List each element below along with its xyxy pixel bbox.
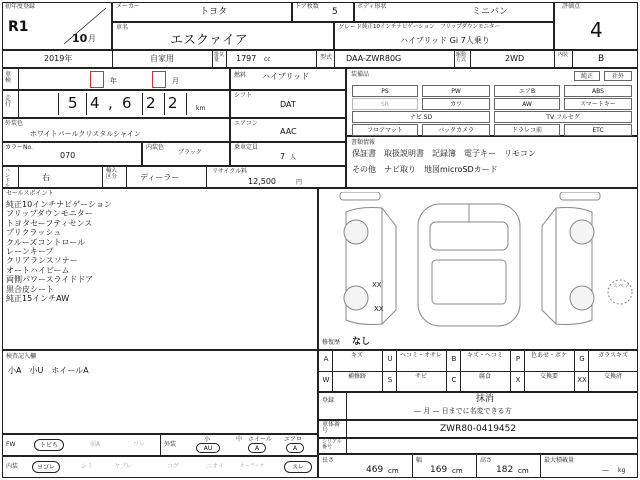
equip-pw[interactable]: PW bbox=[422, 85, 490, 97]
ac-label: エアコン bbox=[234, 120, 258, 127]
documents-line1: 保証書 取扱説明書 記録簿 電子キー リモコン bbox=[352, 149, 536, 158]
maker-value: トヨタ bbox=[200, 7, 228, 17]
first-reg-label: 初年度登録 bbox=[5, 3, 36, 10]
legend-code: P bbox=[515, 355, 521, 363]
first-reg-era: R1 bbox=[8, 19, 29, 35]
max-load-unit: kg bbox=[618, 467, 626, 474]
fw-wheel-a[interactable]: A bbox=[248, 443, 266, 453]
first-reg-month: 10 bbox=[72, 32, 88, 45]
interior-audio[interactable]: オーディオ bbox=[239, 463, 265, 469]
fw-wheel-label: ホイール bbox=[248, 436, 272, 443]
height-unit: cm bbox=[518, 467, 529, 475]
registration-status: 抹消 bbox=[476, 394, 495, 404]
equipment-label: 装備品 bbox=[351, 71, 370, 78]
diagram-mark: XX bbox=[374, 305, 384, 313]
legend-label: 交換要 bbox=[539, 373, 558, 380]
documents-label: 書類情報 bbox=[351, 139, 376, 146]
grade-value: ハイブリッド Gi 7人乗り bbox=[400, 36, 490, 45]
legend-code: B bbox=[451, 355, 457, 363]
usage-value: 自家用 bbox=[150, 54, 174, 63]
fw-exterior-label: 外装 bbox=[164, 441, 177, 448]
color-no-label: カラーNo. bbox=[5, 144, 33, 151]
equip-sr[interactable]: SR bbox=[352, 98, 418, 110]
inspector-notes-text: 小A 小U ホイールA bbox=[8, 366, 89, 375]
capacity-value: 7 bbox=[280, 152, 286, 161]
legend-code: X bbox=[515, 376, 521, 384]
registration-note: — 月 — 日までに名変できる方 bbox=[414, 407, 512, 415]
recycle-label: リサイクル料 bbox=[212, 168, 248, 175]
inspection-month-box[interactable] bbox=[152, 71, 166, 88]
inner-color-label: 内装色 bbox=[146, 144, 165, 151]
interior-row-label: 内装 bbox=[6, 463, 19, 470]
sales-point-item: レーンキープ bbox=[6, 247, 54, 256]
legend-label: 腐食 bbox=[478, 373, 491, 380]
legend-label: 色あせ・ボケ bbox=[530, 352, 567, 359]
inspection-year-unit: 年 bbox=[110, 77, 117, 85]
vin-label: 車体番号 bbox=[322, 421, 341, 434]
serial-box bbox=[318, 438, 638, 454]
sales-point-label: セールスポイント bbox=[6, 190, 54, 197]
width-label: 幅 bbox=[416, 457, 423, 464]
car-diagram-icon bbox=[320, 192, 636, 338]
max-load-value: — bbox=[602, 466, 609, 474]
handle-value: 右 bbox=[42, 173, 50, 182]
registration-label: 登録 bbox=[322, 397, 335, 404]
interior-burn[interactable]: コゲ bbox=[166, 463, 179, 470]
equip-dashcam[interactable]: ドラレコ前 bbox=[494, 124, 560, 136]
legend-label: ガラスキズ bbox=[598, 352, 628, 359]
mileage-digit: 5 bbox=[68, 94, 78, 112]
equip-floormat[interactable]: フロアマット bbox=[352, 124, 418, 136]
inspection-month-unit: 月 bbox=[172, 77, 179, 85]
equip-aw[interactable]: AW bbox=[494, 98, 560, 110]
outer-color-label: 外装色 bbox=[5, 120, 24, 127]
fw-crack[interactable]: ワレ bbox=[132, 441, 145, 448]
length-unit: cm bbox=[388, 467, 399, 475]
equip-navi[interactable]: ナビ SD bbox=[352, 111, 490, 123]
inner-color-value: ブラック bbox=[178, 149, 202, 156]
model-value: DAA-ZWR80G bbox=[346, 54, 402, 63]
inspection-label: 車検 bbox=[5, 71, 12, 84]
interior-label: 内装 bbox=[558, 52, 569, 58]
mileage-digits bbox=[58, 93, 192, 115]
legend-label: キズ bbox=[351, 352, 363, 359]
mileage-label: 走行 bbox=[5, 95, 12, 108]
inspector-notes-label: 検査記入欄 bbox=[6, 353, 37, 360]
doors-value: 5 bbox=[332, 7, 338, 17]
legend-label: 交換済 bbox=[603, 373, 622, 380]
fw-exterior-au[interactable]: AU bbox=[196, 443, 220, 453]
equip-tv[interactable]: TV フルセグ bbox=[494, 111, 632, 123]
body-type-label: ボディ形状 bbox=[357, 3, 387, 10]
inner-color-row bbox=[142, 142, 230, 166]
sales-point-item: クルーズコントロール bbox=[6, 237, 86, 247]
sales-point-item: クリアランスソナー bbox=[6, 256, 78, 266]
documents-line2: その他 ナビ取り 地図microSDカード bbox=[352, 165, 498, 174]
recycle-unit: 円 bbox=[296, 179, 303, 186]
doors-label: ドア枚数 bbox=[295, 3, 319, 10]
fw-label: FW bbox=[6, 441, 16, 448]
legend-label: キズ・ヘコミ bbox=[467, 352, 503, 359]
capacity-label: 乗車定員 bbox=[234, 144, 259, 151]
legend-code: U bbox=[387, 355, 393, 363]
height-label: 高さ bbox=[480, 457, 493, 464]
import-value: ディーラー bbox=[140, 173, 180, 182]
handle-label: ハンドル bbox=[5, 168, 11, 189]
max-load-label: 最大積載量 bbox=[544, 457, 575, 464]
displacement-label: 排気量 bbox=[214, 52, 225, 63]
equip-airbag[interactable]: エアB bbox=[494, 85, 560, 97]
drive-label: 駆動方式 bbox=[456, 52, 467, 63]
fw-aero-label: エアロ bbox=[284, 436, 303, 443]
mileage-digit: 2 bbox=[168, 94, 178, 112]
mileage-digit: 6 bbox=[122, 94, 132, 112]
import-label: 輸入区分 bbox=[106, 168, 118, 180]
length-value: 469 bbox=[366, 465, 384, 475]
inspector-notes-box bbox=[2, 350, 318, 434]
interior-stain[interactable]: シミ bbox=[80, 463, 93, 470]
car-name-value: エスクァイア bbox=[170, 33, 248, 48]
width-value: 169 bbox=[430, 465, 448, 475]
sales-point-item: 黒合皮シート bbox=[6, 284, 54, 294]
fw-exterior-small: 小 bbox=[204, 436, 211, 443]
interior-value: B bbox=[598, 54, 605, 64]
first-reg-slash bbox=[60, 6, 108, 46]
legend-code: C bbox=[451, 376, 457, 384]
sales-point-item: トヨタセーフティセンス bbox=[6, 218, 93, 228]
vin-value: ZWR80-0419452 bbox=[440, 424, 517, 434]
maker-label: メーカー bbox=[116, 3, 140, 10]
repair-label: 修復歴 bbox=[322, 339, 341, 346]
equip-smart-key[interactable]: スマートキー bbox=[564, 98, 632, 110]
height-value: 182 bbox=[496, 465, 514, 475]
color-no-value: 070 bbox=[60, 151, 76, 160]
sales-point-item: 純正10インチナビゲーション bbox=[6, 200, 112, 209]
interior-scuff[interactable]: スレ bbox=[284, 461, 312, 473]
spare-label: スペア bbox=[612, 283, 631, 290]
documents-box bbox=[346, 136, 638, 188]
year-value: 2019年 bbox=[44, 54, 73, 63]
inspection-year-box[interactable] bbox=[90, 71, 104, 88]
sales-point-item: 純正15インチAW bbox=[6, 294, 70, 303]
displacement-value: 1797 bbox=[236, 54, 257, 63]
equip-backcamera[interactable]: バックカメラ bbox=[422, 124, 490, 136]
sales-point-item: オートハイビーム bbox=[6, 265, 70, 275]
fuel-label: 燃料 bbox=[234, 72, 247, 79]
first-reg-month-unit: 月 bbox=[88, 34, 96, 43]
fw-weak-a[interactable]: 弱A bbox=[89, 441, 101, 448]
shift-value: DAT bbox=[280, 100, 296, 109]
equipment-aftermarket[interactable]: 社外 bbox=[604, 71, 632, 81]
mileage-digit: , bbox=[108, 94, 113, 112]
model-label: 型式 bbox=[320, 54, 333, 61]
score-value: 4 bbox=[590, 18, 603, 42]
sales-point-item: フリップダウンモニター bbox=[6, 209, 93, 219]
body-type-value: ミニバン bbox=[472, 7, 509, 17]
legend-label: ヘコミ・オサレ bbox=[400, 352, 442, 359]
fuel-value: ハイブリッド bbox=[262, 72, 310, 81]
legend-code: S bbox=[387, 376, 393, 384]
sales-point-item: 両側パワースライドドア bbox=[6, 275, 94, 285]
fw-chip-selected[interactable]: トビち bbox=[34, 439, 64, 451]
grade-label: グレード bbox=[338, 24, 363, 31]
diagram-mark: XX bbox=[372, 281, 382, 289]
sales-point-item: プリクラッシュ bbox=[6, 228, 62, 238]
legend-code: A bbox=[323, 355, 329, 363]
score-label: 評価点 bbox=[562, 3, 581, 10]
equip-abs[interactable]: ABS bbox=[564, 85, 632, 97]
serial-label: シリアル番号 bbox=[322, 439, 342, 450]
mileage-digit: 4 bbox=[90, 94, 100, 112]
equip-ps[interactable]: PS bbox=[352, 85, 418, 97]
displacement-unit: cc bbox=[264, 56, 271, 63]
mileage-unit: km bbox=[196, 105, 206, 112]
shift-label: シフト bbox=[234, 92, 253, 99]
legend-code: XX bbox=[577, 376, 587, 384]
interior-tear[interactable]: ヤブレ bbox=[114, 463, 132, 470]
car-name-label: 車名 bbox=[116, 24, 129, 31]
legend-label: サビ bbox=[414, 373, 427, 380]
length-label: 長さ bbox=[322, 457, 335, 464]
interior-dirt[interactable]: ヨゴレ bbox=[32, 461, 60, 473]
legend-label: 補修跡 bbox=[347, 373, 366, 380]
repair-value: なし bbox=[352, 337, 371, 347]
capacity-unit: 人 bbox=[290, 154, 297, 161]
drive-value: 2WD bbox=[505, 54, 525, 63]
interior-smell[interactable]: ニオイ bbox=[206, 463, 224, 470]
legend-code: W bbox=[322, 376, 330, 384]
equip-leather[interactable]: カワ bbox=[422, 98, 490, 110]
fw-exterior-medium: 中 bbox=[236, 436, 243, 443]
mileage-digit: 2 bbox=[146, 94, 156, 112]
outer-color-value: ホワイトパールクリスタルシャイン bbox=[30, 130, 141, 138]
recycle-value: 12,500 bbox=[248, 177, 276, 186]
fw-aero-a[interactable]: A bbox=[286, 443, 304, 453]
grade-note: 純正10インチナビゲーション フリップダウンモニター bbox=[362, 24, 500, 30]
equipment-genuine[interactable]: 純正 bbox=[574, 71, 600, 81]
equip-etc[interactable]: ETC bbox=[564, 124, 632, 136]
width-unit: cm bbox=[452, 467, 463, 475]
legend-code: G bbox=[579, 355, 585, 363]
ac-value: AAC bbox=[280, 127, 297, 136]
